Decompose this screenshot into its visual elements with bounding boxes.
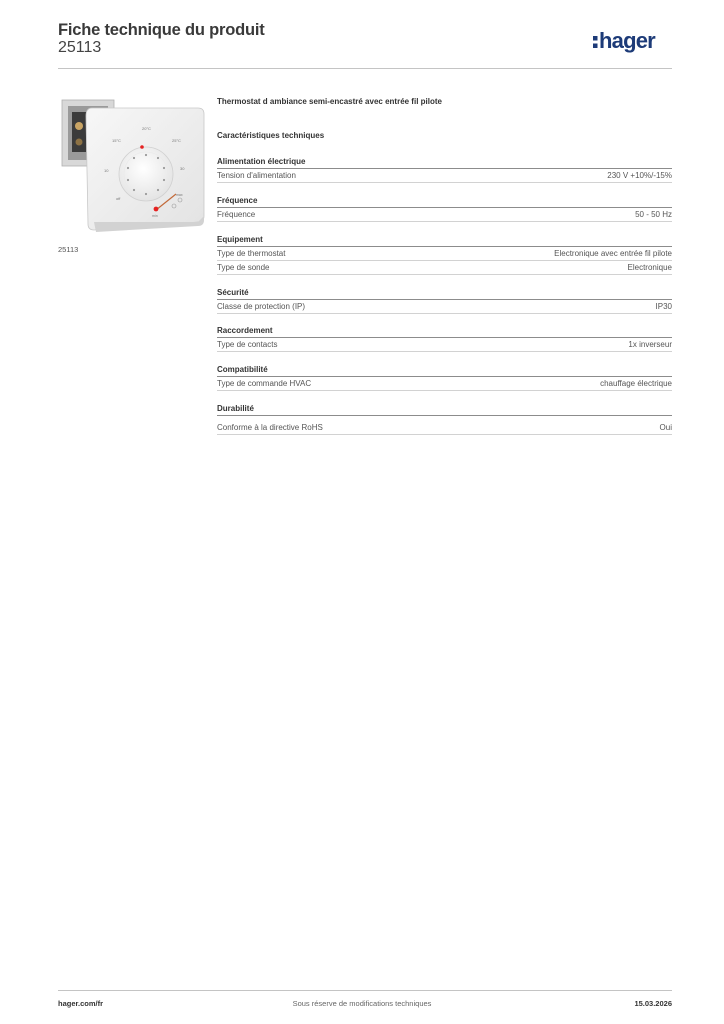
scale-label-20: 20°C [142,126,151,131]
spec-group-securite [217,287,672,314]
spec-group-title: Sécurité [217,287,672,300]
spec-label: Type de sonde [217,263,270,272]
photo-caption: 25113 [58,245,79,254]
scale-label-15: 15°C [112,138,121,143]
specs-heading: Caractéristiques techniques [217,131,325,140]
footer-divider [58,990,672,991]
spec-value: 50 - 50 Hz [635,210,672,219]
spec-row [217,377,672,391]
spec-value: IP30 [655,302,672,311]
spec-value: Electronique avec entrée fil pilote [554,249,672,258]
logo-text: hager [599,28,655,53]
spec-value: 1x inverseur [628,340,672,349]
spec-row [217,169,672,183]
spec-group-compatibilite [217,364,672,391]
spec-label: Type de commande HVAC [217,379,312,388]
spec-group-alimentation [217,156,672,183]
scale-label-25: 25°C [172,138,181,143]
header-divider [58,68,672,69]
scale-label-30: 30 [180,166,185,171]
product-photo [58,96,208,238]
footer-notice: Sous réserve de modifications techniques [292,999,432,1008]
spec-group-title: Fréquence [217,195,672,208]
spec-group-durabilite [217,403,672,435]
spec-label: Fréquence [217,210,256,219]
spec-group-title: Alimentation électrique [217,156,672,169]
spec-group-title: Compatibilité [217,364,672,377]
page-title: Fiche technique du produit [58,21,265,39]
spec-row [217,208,672,222]
spec-group-title: Raccordement [217,325,672,338]
spec-label: Type de thermostat [217,249,286,258]
spec-label: Conforme à la directive RoHS [217,423,323,432]
spec-row [217,247,672,261]
spec-label: Tension d'alimentation [217,171,296,180]
spec-group-title: Durabilité [217,403,672,416]
spec-value: Electronique [627,263,672,272]
footer-website[interactable]: hager.com/fr [58,999,104,1008]
spec-value: Oui [659,423,672,432]
spec-label: Classe de protection (IP) [217,302,306,311]
hager-logo [592,27,674,55]
logo-dot-bottom [593,44,598,49]
spec-group-raccordement [217,325,672,352]
knob-indicator [140,145,144,149]
spec-value: 230 V +10%/-15% [607,171,672,180]
spec-label: Type de contacts [217,340,278,349]
spec-value: chauffage électrique [600,379,672,388]
label-min: min [152,214,158,218]
spec-row [217,261,672,275]
spec-group-title: Equipement [217,234,672,247]
product-description: Thermostat d ambiance semi-encastré avec entrée fil pilote [217,97,442,106]
logo-dot-top [593,36,598,41]
footer-date: 15.03.2026 [634,999,672,1008]
spec-row [217,338,672,352]
spec-group-frequence [217,195,672,222]
label-max: max [176,193,183,197]
product-number: 25113 [58,39,102,56]
spec-group-equipement [217,234,672,275]
scale-label-off: off [116,196,121,201]
scale-label-10: 10 [104,168,109,173]
spec-row [217,421,672,435]
spec-row [217,300,672,314]
